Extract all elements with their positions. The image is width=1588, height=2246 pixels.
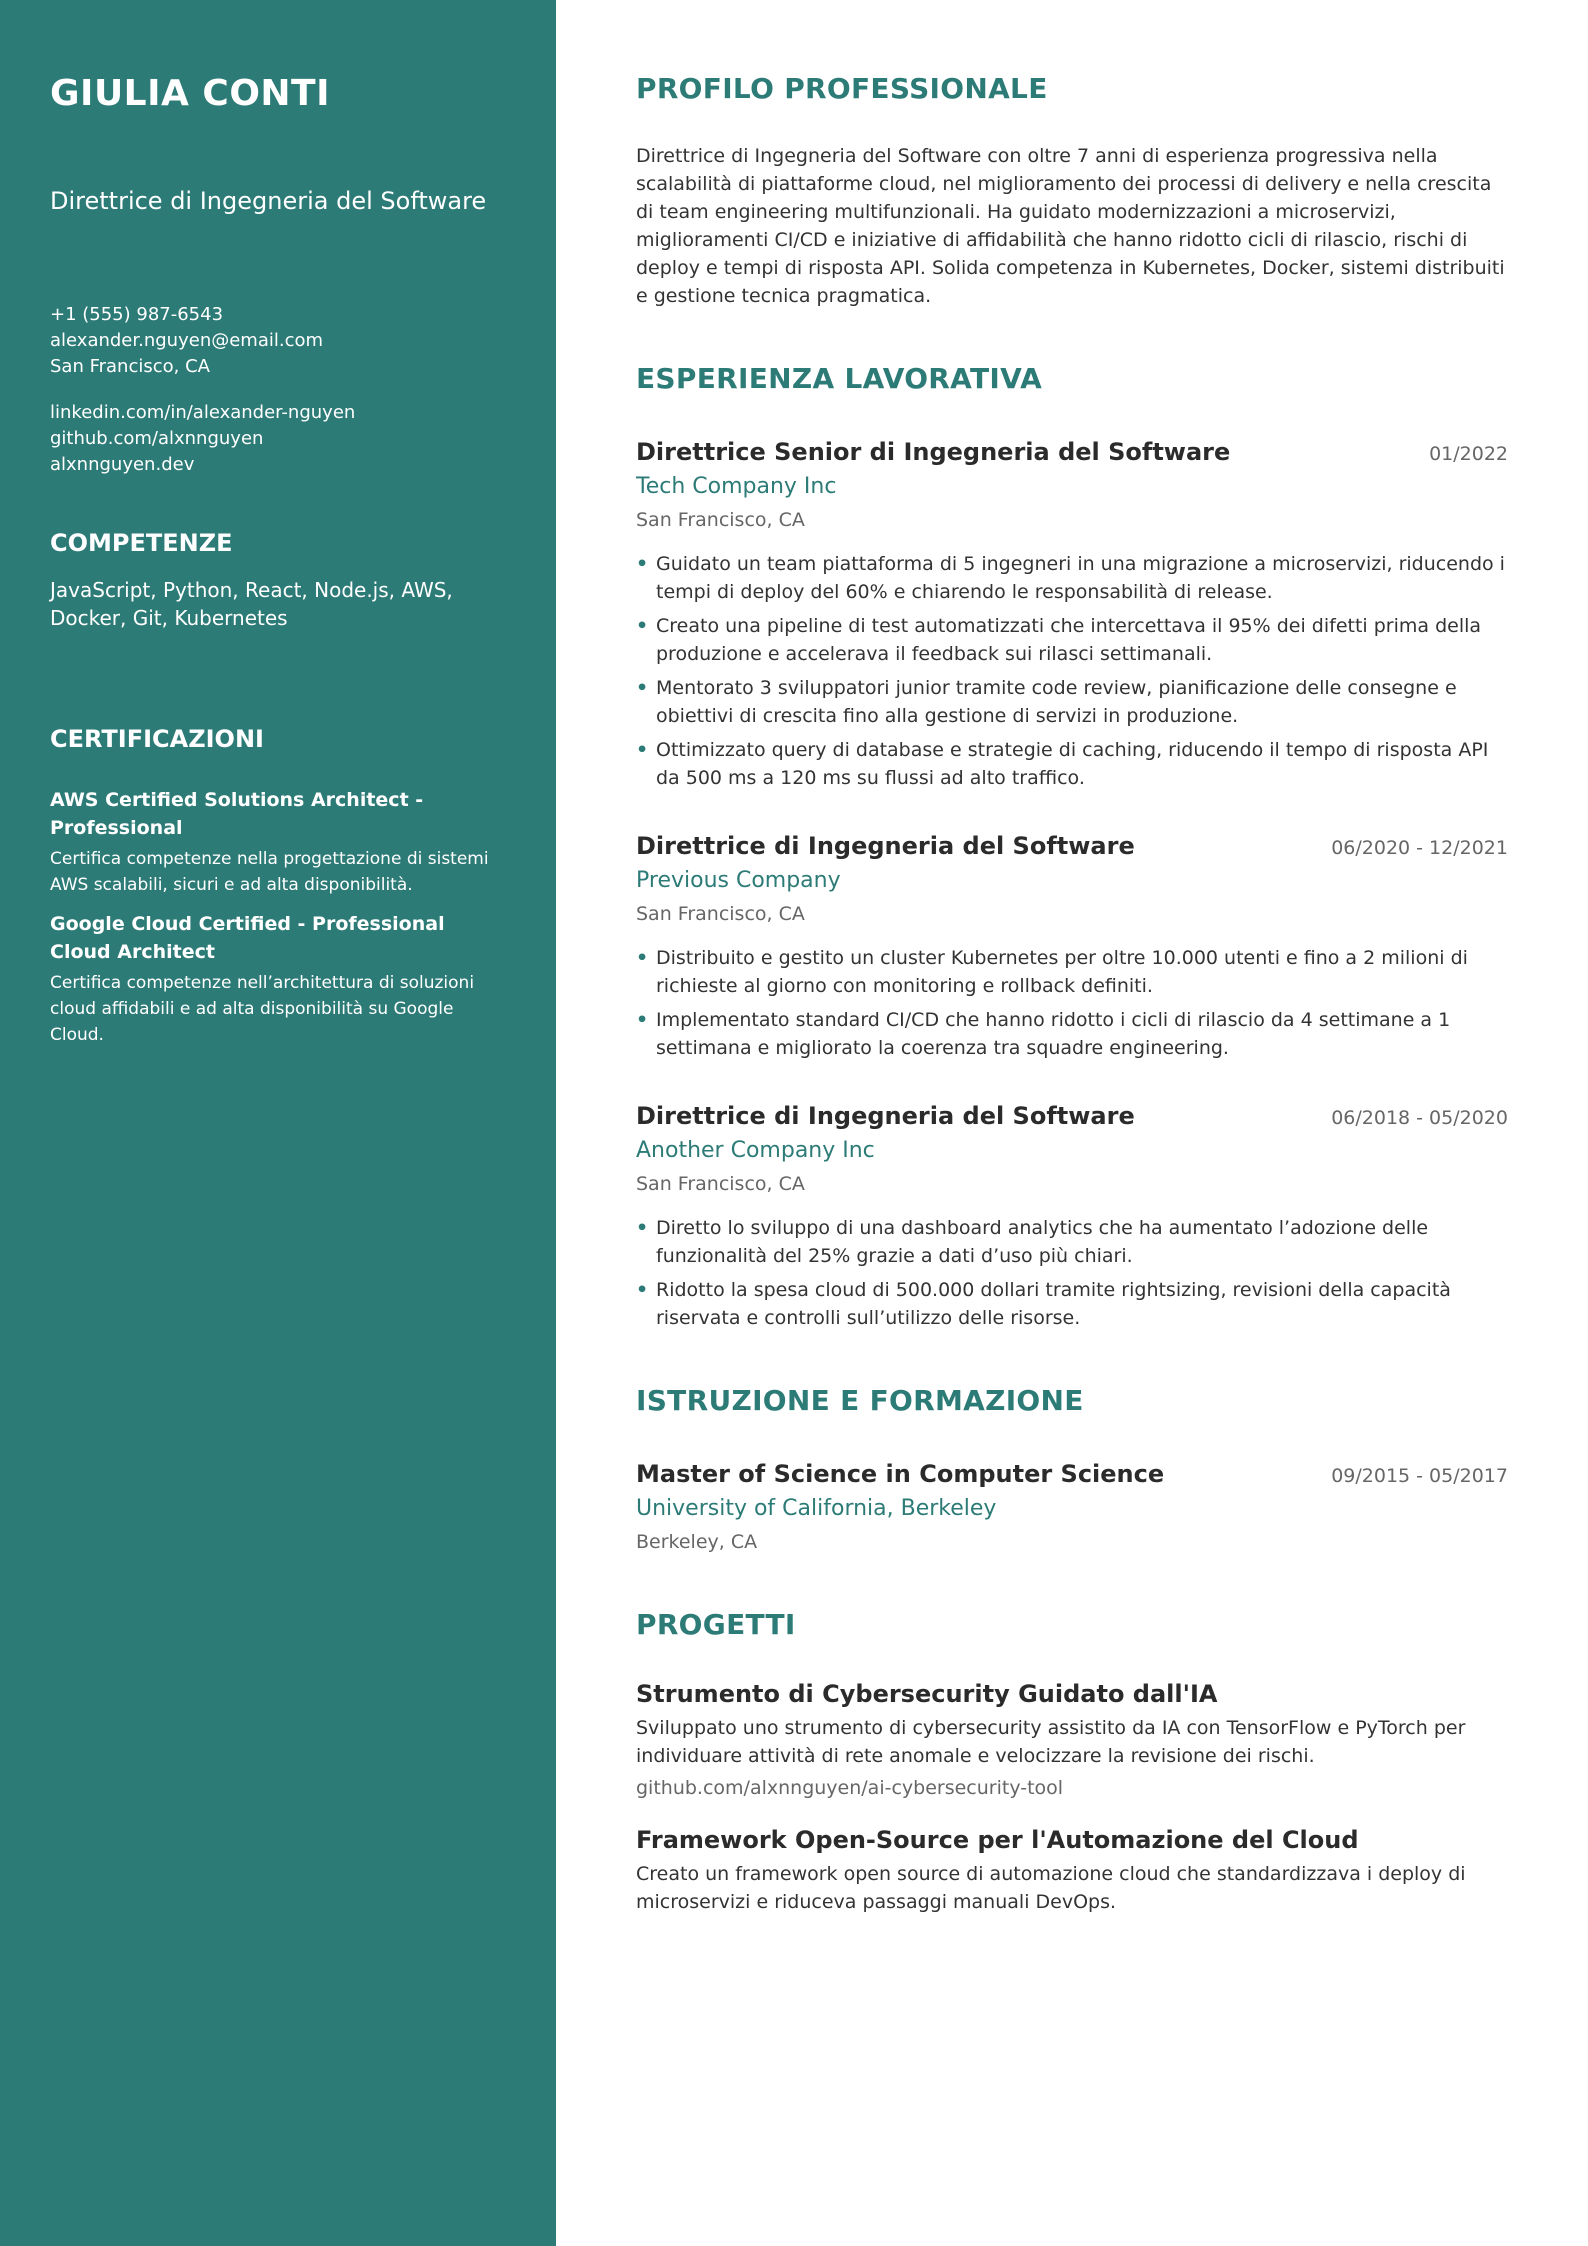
bullet-icon: • bbox=[636, 615, 649, 637]
github-link[interactable]: github.com/alxnnguyen bbox=[50, 428, 264, 449]
job-date: 06/2020 - 12/2021 bbox=[1331, 837, 1508, 859]
email[interactable]: alexander.nguyen@email.com bbox=[50, 330, 324, 351]
certification-item bbox=[50, 786, 506, 898]
job-date: 01/2022 bbox=[1429, 443, 1508, 465]
linkedin-link[interactable]: linkedin.com/in/alexander-nguyen bbox=[50, 402, 356, 423]
bullet-item: • Mentorato 3 sviluppatori junior tramite code review, pianificazione delle consegne e obiettivi di crescita fino alla gestione di servizi in produzione. bbox=[636, 674, 1508, 730]
bullet-icon: • bbox=[636, 1009, 649, 1031]
job-bullets bbox=[636, 944, 1508, 1062]
education-entry bbox=[636, 1458, 1508, 1556]
bullet-item: • Implementato standard CI/CD che hanno ridotto i cicli di rilascio da 4 settimane a 1 settimana e migliorato la coerenza tra squadre engineering. bbox=[636, 1006, 1508, 1062]
certification-name: Google Cloud Certified - Professional Cloud Architect bbox=[50, 913, 445, 963]
job-location: San Francisco, CA bbox=[636, 903, 805, 925]
bullet-icon: • bbox=[636, 553, 649, 575]
job-title: Direttrice di Ingegneria del Software bbox=[636, 1102, 1135, 1130]
sidebar bbox=[0, 0, 556, 2246]
bullet-item: • Distribuito e gestito un cluster Kubernetes per oltre 10.000 utenti e fino a 2 milioni di richieste al giorno con monitoring e rollback definiti. bbox=[636, 944, 1508, 1000]
school-location: Berkeley, CA bbox=[636, 1531, 758, 1553]
education-date: 09/2015 - 05/2017 bbox=[1331, 1465, 1508, 1487]
links-block bbox=[50, 400, 506, 478]
degree-title: Master of Science in Computer Science bbox=[636, 1460, 1165, 1488]
job-company: Previous Company bbox=[636, 868, 841, 893]
bullet-icon: • bbox=[636, 677, 649, 699]
skills-heading: COMPETENZE bbox=[50, 529, 233, 557]
skills-list: JavaScript, Python, React, Node.js, AWS, Docker, Git, Kubernetes bbox=[50, 578, 453, 630]
bullet-item: • Guidato un team piattaforma di 5 ingegneri in una migrazione a microservizi, riducendo i tempi di deploy del 60% e chiarendo le responsabilità di release. bbox=[636, 550, 1508, 606]
job-entry bbox=[636, 830, 1508, 1062]
certification-desc: Certifica competenze nell’architettura di soluzioni cloud affidabili e ad alta disponibilità su Google Cloud. bbox=[50, 973, 475, 1045]
projects-heading: PROGETTI bbox=[636, 1608, 796, 1641]
job-location: San Francisco, CA bbox=[636, 1173, 805, 1195]
certification-desc: Certifica competenze nella progettazione di sistemi AWS scalabili, sicuri e ad alta disponibilità. bbox=[50, 849, 489, 895]
school-name: University of California, Berkeley bbox=[636, 1496, 997, 1521]
project-title: Strumento di Cybersecurity Guidato dall'IA bbox=[636, 1680, 1218, 1708]
job-bullets bbox=[636, 1214, 1508, 1332]
job-location: San Francisco, CA bbox=[636, 509, 805, 531]
profile-summary: Direttrice di Ingegneria del Software con oltre 7 anni di esperienza progressiva nella scalabilità di piattaforme cloud, nel miglioramento dei processi di delivery e nella crescita di team engineering multifunzionali. Ha guidato modernizzazioni a microservizi, miglioramenti CI/CD e iniziative di affidabilità che hanno ridotto cicli di rilascio, rischi di deploy e tempi di risposta API. Solida competenza in Kubernetes, Docker, sistemi distribuiti e gestione tecnica pragmatica. bbox=[636, 145, 1505, 307]
project-desc: Sviluppato uno strumento di cybersecurity assistito da IA con TensorFlow e PyTorch per individuare attività di rete anomale e velocizzare la revisione dei rischi. bbox=[636, 1717, 1466, 1767]
certification-name: AWS Certified Solutions Architect - Professional bbox=[50, 789, 424, 839]
main-content bbox=[636, 70, 1508, 1916]
job-title: Direttrice di Ingegneria del Software bbox=[636, 832, 1135, 860]
website-link[interactable]: alxnnguyen.dev bbox=[50, 454, 195, 475]
contact-block bbox=[50, 302, 506, 380]
project-title: Framework Open-Source per l'Automazione del Cloud bbox=[636, 1826, 1359, 1854]
project-entry bbox=[636, 1824, 1508, 1916]
job-entry bbox=[636, 1100, 1508, 1332]
location: San Francisco, CA bbox=[50, 356, 210, 377]
certification-item bbox=[50, 910, 506, 1048]
bullet-icon: • bbox=[636, 1217, 649, 1239]
profile-heading: PROFILO PROFESSIONALE bbox=[636, 72, 1048, 105]
bullet-item: • Diretto lo sviluppo di una dashboard analytics che ha aumentato l’adozione delle funzionalità del 25% grazie a dati d’uso più chiari. bbox=[636, 1214, 1508, 1270]
job-bullets bbox=[636, 550, 1508, 792]
job-date: 06/2018 - 05/2020 bbox=[1331, 1107, 1508, 1129]
job-entry bbox=[636, 436, 1508, 792]
bullet-item: • Ridotto la spesa cloud di 500.000 dollari tramite rightsizing, revisioni della capacità riservata e controlli sull’utilizzo delle risorse. bbox=[636, 1276, 1508, 1332]
job-company: Tech Company Inc bbox=[636, 474, 837, 499]
bullet-icon: • bbox=[636, 947, 649, 969]
job-company: Another Company Inc bbox=[636, 1138, 875, 1163]
candidate-role: Direttrice di Ingegneria del Software bbox=[50, 187, 487, 215]
bullet-item: • Creato una pipeline di test automatizzati che intercettava il 95% dei difetti prima della produzione e accelerava il feedback sui rilasci settimanali. bbox=[636, 612, 1508, 668]
job-title: Direttrice Senior di Ingegneria del Software bbox=[636, 438, 1231, 466]
bullet-item: • Ottimizzato query di database e strategie di caching, riducendo il tempo di risposta API da 500 ms a 120 ms su flussi ad alto traffico. bbox=[636, 736, 1508, 792]
bullet-icon: • bbox=[636, 739, 649, 761]
candidate-name: GIULIA CONTI bbox=[50, 73, 331, 114]
project-link[interactable]: github.com/alxnnguyen/ai-cybersecurity-tool bbox=[636, 1777, 1064, 1799]
education-heading: ISTRUZIONE E FORMAZIONE bbox=[636, 1384, 1084, 1417]
project-entry bbox=[636, 1678, 1508, 1802]
experience-heading: ESPERIENZA LAVORATIVA bbox=[636, 362, 1043, 395]
project-desc: Creato un framework open source di automazione cloud che standardizzava i deploy di microservizi e riduceva passaggi manuali DevOps. bbox=[636, 1863, 1466, 1913]
certifications-list bbox=[50, 786, 506, 1048]
certifications-heading: CERTIFICAZIONI bbox=[50, 725, 264, 753]
bullet-icon: • bbox=[636, 1279, 649, 1301]
phone[interactable]: +1 (555) 987-6543 bbox=[50, 304, 224, 325]
